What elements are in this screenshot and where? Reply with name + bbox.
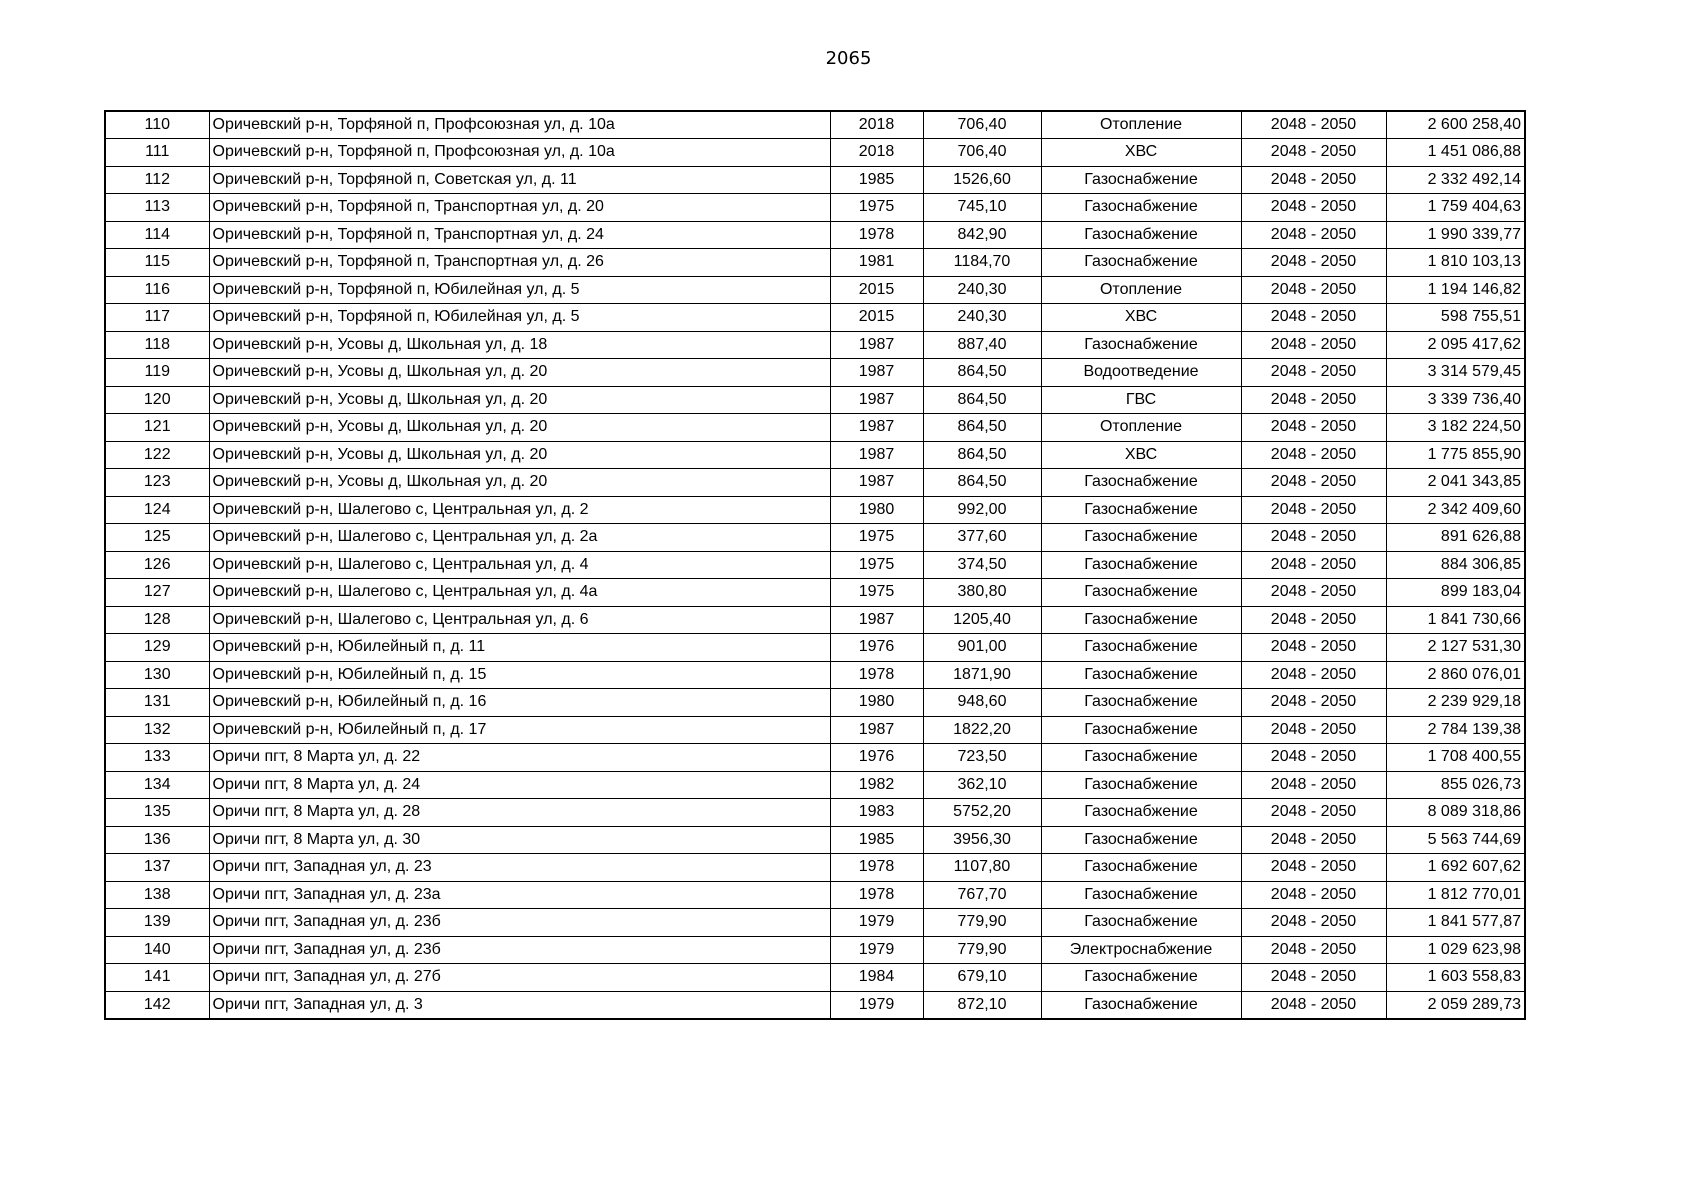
cost-cell: 1 451 086,88: [1386, 139, 1525, 167]
build-year-cell: 1987: [830, 414, 923, 442]
table-row: [105, 991, 1525, 1019]
service-type-cell: Газоснабжение: [1041, 881, 1241, 909]
table-row: [105, 359, 1525, 387]
table-row: [105, 524, 1525, 552]
repair-period-cell: 2048 - 2050: [1241, 551, 1386, 579]
address-cell: Оричевский р-н, Шалегово с, Центральная ул, д. 2: [209, 496, 830, 524]
row-number: 124: [105, 496, 209, 524]
repair-period-cell: 2048 - 2050: [1241, 194, 1386, 222]
row-number: 123: [105, 469, 209, 497]
address-cell: Оричи пгт, 8 Марта ул, д. 30: [209, 826, 830, 854]
address-cell: Оричевский р-н, Торфяной п, Советская ул, д. 11: [209, 166, 830, 194]
table-row: [105, 469, 1525, 497]
cost-cell: 1 194 146,82: [1386, 276, 1525, 304]
service-type-cell: Газоснабжение: [1041, 524, 1241, 552]
service-type-cell: Газоснабжение: [1041, 551, 1241, 579]
address-cell: Оричи пгт, Западная ул, д. 23а: [209, 881, 830, 909]
cost-cell: 1 029 623,98: [1386, 936, 1525, 964]
row-number: 138: [105, 881, 209, 909]
build-year-cell: 1978: [830, 881, 923, 909]
build-year-cell: 1975: [830, 579, 923, 607]
repair-period-cell: 2048 - 2050: [1241, 524, 1386, 552]
cost-cell: 1 812 770,01: [1386, 881, 1525, 909]
cost-cell: 891 626,88: [1386, 524, 1525, 552]
build-year-cell: 1983: [830, 799, 923, 827]
repair-period-cell: 2048 - 2050: [1241, 249, 1386, 277]
service-type-cell: Газоснабжение: [1041, 634, 1241, 662]
repair-period-cell: 2048 - 2050: [1241, 854, 1386, 882]
row-number: 129: [105, 634, 209, 662]
cost-cell: 3 182 224,50: [1386, 414, 1525, 442]
table-row: [105, 496, 1525, 524]
service-type-cell: Газоснабжение: [1041, 909, 1241, 937]
table-row: [105, 964, 1525, 992]
table-row: [105, 166, 1525, 194]
row-number: 121: [105, 414, 209, 442]
build-year-cell: 1987: [830, 359, 923, 387]
repair-schedule-table: [104, 110, 1526, 1020]
area-cell: 1205,40: [923, 606, 1041, 634]
row-number: 118: [105, 331, 209, 359]
table-row: [105, 276, 1525, 304]
repair-period-cell: 2048 - 2050: [1241, 991, 1386, 1019]
row-number: 110: [105, 111, 209, 139]
row-number: 131: [105, 689, 209, 717]
cost-cell: 3 314 579,45: [1386, 359, 1525, 387]
row-number: 132: [105, 716, 209, 744]
repair-period-cell: 2048 - 2050: [1241, 221, 1386, 249]
area-cell: 380,80: [923, 579, 1041, 607]
repair-period-cell: 2048 - 2050: [1241, 414, 1386, 442]
address-cell: Оричевский р-н, Усовы д, Школьная ул, д. 20: [209, 386, 830, 414]
service-type-cell: ГВС: [1041, 386, 1241, 414]
build-year-cell: 1978: [830, 661, 923, 689]
address-cell: Оричи пгт, Западная ул, д. 27б: [209, 964, 830, 992]
table-row: [105, 579, 1525, 607]
area-cell: 948,60: [923, 689, 1041, 717]
address-cell: Оричевский р-н, Юбилейный п, д. 17: [209, 716, 830, 744]
service-type-cell: Отопление: [1041, 276, 1241, 304]
repair-period-cell: 2048 - 2050: [1241, 496, 1386, 524]
service-type-cell: Газоснабжение: [1041, 166, 1241, 194]
service-type-cell: ХВС: [1041, 304, 1241, 332]
build-year-cell: 1982: [830, 771, 923, 799]
cost-cell: 1 692 607,62: [1386, 854, 1525, 882]
service-type-cell: Газоснабжение: [1041, 799, 1241, 827]
row-number: 115: [105, 249, 209, 277]
row-number: 135: [105, 799, 209, 827]
area-cell: 745,10: [923, 194, 1041, 222]
address-cell: Оричевский р-н, Юбилейный п, д. 16: [209, 689, 830, 717]
address-cell: Оричи пгт, Западная ул, д. 3: [209, 991, 830, 1019]
service-type-cell: Газоснабжение: [1041, 854, 1241, 882]
address-cell: Оричи пгт, Западная ул, д. 23б: [209, 936, 830, 964]
row-number: 111: [105, 139, 209, 167]
service-type-cell: Газоснабжение: [1041, 194, 1241, 222]
row-number: 139: [105, 909, 209, 937]
service-type-cell: Газоснабжение: [1041, 991, 1241, 1019]
area-cell: 842,90: [923, 221, 1041, 249]
row-number: 136: [105, 826, 209, 854]
service-type-cell: ХВС: [1041, 441, 1241, 469]
address-cell: Оричевский р-н, Торфяной п, Транспортная ул, д. 26: [209, 249, 830, 277]
repair-period-cell: 2048 - 2050: [1241, 936, 1386, 964]
repair-period-cell: 2048 - 2050: [1241, 771, 1386, 799]
row-number: 116: [105, 276, 209, 304]
area-cell: 1107,80: [923, 854, 1041, 882]
service-type-cell: Газоснабжение: [1041, 469, 1241, 497]
cost-cell: 2 127 531,30: [1386, 634, 1525, 662]
cost-cell: 1 841 577,87: [1386, 909, 1525, 937]
build-year-cell: 1975: [830, 194, 923, 222]
area-cell: 240,30: [923, 276, 1041, 304]
repair-period-cell: 2048 - 2050: [1241, 964, 1386, 992]
area-cell: 362,10: [923, 771, 1041, 799]
service-type-cell: Отопление: [1041, 414, 1241, 442]
row-number: 133: [105, 744, 209, 772]
build-year-cell: 1978: [830, 854, 923, 882]
service-type-cell: Электроснабжение: [1041, 936, 1241, 964]
service-type-cell: Газоснабжение: [1041, 221, 1241, 249]
repair-period-cell: 2048 - 2050: [1241, 441, 1386, 469]
cost-cell: 2 332 492,14: [1386, 166, 1525, 194]
repair-period-cell: 2048 - 2050: [1241, 661, 1386, 689]
address-cell: Оричевский р-н, Шалегово с, Центральная ул, д. 4: [209, 551, 830, 579]
service-type-cell: ХВС: [1041, 139, 1241, 167]
table-row: [105, 936, 1525, 964]
area-cell: 706,40: [923, 139, 1041, 167]
address-cell: Оричевский р-н, Юбилейный п, д. 15: [209, 661, 830, 689]
service-type-cell: Газоснабжение: [1041, 689, 1241, 717]
row-number: 127: [105, 579, 209, 607]
cost-cell: 598 755,51: [1386, 304, 1525, 332]
table-row: [105, 331, 1525, 359]
address-cell: Оричи пгт, 8 Марта ул, д. 24: [209, 771, 830, 799]
service-type-cell: Газоснабжение: [1041, 606, 1241, 634]
build-year-cell: 1976: [830, 744, 923, 772]
build-year-cell: 1984: [830, 964, 923, 992]
service-type-cell: Газоснабжение: [1041, 744, 1241, 772]
cost-cell: 1 990 339,77: [1386, 221, 1525, 249]
area-cell: 374,50: [923, 551, 1041, 579]
repair-period-cell: 2048 - 2050: [1241, 799, 1386, 827]
table-row: [105, 304, 1525, 332]
cost-cell: 884 306,85: [1386, 551, 1525, 579]
area-cell: 887,40: [923, 331, 1041, 359]
area-cell: 1184,70: [923, 249, 1041, 277]
address-cell: Оричевский р-н, Юбилейный п, д. 11: [209, 634, 830, 662]
area-cell: 767,70: [923, 881, 1041, 909]
area-cell: 1526,60: [923, 166, 1041, 194]
cost-cell: 1 759 404,63: [1386, 194, 1525, 222]
table-row: [105, 551, 1525, 579]
cost-cell: 2 860 076,01: [1386, 661, 1525, 689]
build-year-cell: 1987: [830, 331, 923, 359]
row-number: 128: [105, 606, 209, 634]
service-type-cell: Газоснабжение: [1041, 496, 1241, 524]
area-cell: 901,00: [923, 634, 1041, 662]
address-cell: Оричевский р-н, Шалегово с, Центральная ул, д. 4а: [209, 579, 830, 607]
cost-cell: 899 183,04: [1386, 579, 1525, 607]
row-number: 120: [105, 386, 209, 414]
build-year-cell: 1976: [830, 634, 923, 662]
address-cell: Оричевский р-н, Шалегово с, Центральная ул, д. 6: [209, 606, 830, 634]
cost-cell: 1 810 103,13: [1386, 249, 1525, 277]
build-year-cell: 1985: [830, 166, 923, 194]
page-number: 2065: [825, 48, 872, 69]
table-row: [105, 441, 1525, 469]
repair-period-cell: 2048 - 2050: [1241, 469, 1386, 497]
service-type-cell: Отопление: [1041, 111, 1241, 139]
area-cell: 706,40: [923, 111, 1041, 139]
area-cell: 723,50: [923, 744, 1041, 772]
service-type-cell: Газоснабжение: [1041, 331, 1241, 359]
build-year-cell: 2015: [830, 276, 923, 304]
row-number: 122: [105, 441, 209, 469]
service-type-cell: Газоснабжение: [1041, 661, 1241, 689]
address-cell: Оричевский р-н, Торфяной п, Профсоюзная ул, д. 10а: [209, 111, 830, 139]
table-row: [105, 799, 1525, 827]
repair-period-cell: 2048 - 2050: [1241, 689, 1386, 717]
row-number: 119: [105, 359, 209, 387]
table-row: [105, 634, 1525, 662]
table-row: [105, 661, 1525, 689]
repair-period-cell: 2048 - 2050: [1241, 304, 1386, 332]
table-row: [105, 771, 1525, 799]
area-cell: 1871,90: [923, 661, 1041, 689]
build-year-cell: 2018: [830, 111, 923, 139]
service-type-cell: Газоснабжение: [1041, 964, 1241, 992]
repair-period-cell: 2048 - 2050: [1241, 881, 1386, 909]
area-cell: 3956,30: [923, 826, 1041, 854]
build-year-cell: 1980: [830, 496, 923, 524]
build-year-cell: 1975: [830, 524, 923, 552]
build-year-cell: 1979: [830, 991, 923, 1019]
cost-cell: 1 841 730,66: [1386, 606, 1525, 634]
cost-cell: 2 041 343,85: [1386, 469, 1525, 497]
row-number: 141: [105, 964, 209, 992]
cost-cell: 5 563 744,69: [1386, 826, 1525, 854]
table-row: [105, 716, 1525, 744]
table-row: [105, 386, 1525, 414]
repair-period-cell: 2048 - 2050: [1241, 606, 1386, 634]
repair-period-cell: 2048 - 2050: [1241, 386, 1386, 414]
build-year-cell: 1987: [830, 386, 923, 414]
area-cell: 992,00: [923, 496, 1041, 524]
table-body: [105, 111, 1525, 1019]
row-number: 126: [105, 551, 209, 579]
row-number: 134: [105, 771, 209, 799]
cost-cell: 1 775 855,90: [1386, 441, 1525, 469]
area-cell: 864,50: [923, 441, 1041, 469]
area-cell: 872,10: [923, 991, 1041, 1019]
build-year-cell: 1987: [830, 716, 923, 744]
table-row: [105, 909, 1525, 937]
address-cell: Оричевский р-н, Шалегово с, Центральная ул, д. 2а: [209, 524, 830, 552]
row-number: 137: [105, 854, 209, 882]
service-type-cell: Газоснабжение: [1041, 716, 1241, 744]
cost-cell: 1 708 400,55: [1386, 744, 1525, 772]
table-row: [105, 826, 1525, 854]
area-cell: 864,50: [923, 386, 1041, 414]
table-row: [105, 111, 1525, 139]
cost-cell: 2 600 258,40: [1386, 111, 1525, 139]
build-year-cell: 1987: [830, 441, 923, 469]
row-number: 114: [105, 221, 209, 249]
cost-cell: 8 089 318,86: [1386, 799, 1525, 827]
row-number: 130: [105, 661, 209, 689]
cost-cell: 2 239 929,18: [1386, 689, 1525, 717]
address-cell: Оричевский р-н, Торфяной п, Профсоюзная ул, д. 10а: [209, 139, 830, 167]
repair-period-cell: 2048 - 2050: [1241, 111, 1386, 139]
repair-period-cell: 2048 - 2050: [1241, 579, 1386, 607]
area-cell: 377,60: [923, 524, 1041, 552]
address-cell: Оричевский р-н, Усовы д, Школьная ул, д. 20: [209, 414, 830, 442]
build-year-cell: 1979: [830, 936, 923, 964]
table-row: [105, 689, 1525, 717]
row-number: 125: [105, 524, 209, 552]
address-cell: Оричевский р-н, Торфяной п, Юбилейная ул, д. 5: [209, 304, 830, 332]
area-cell: 864,50: [923, 414, 1041, 442]
service-type-cell: Газоснабжение: [1041, 579, 1241, 607]
build-year-cell: 1980: [830, 689, 923, 717]
table-row: [105, 744, 1525, 772]
row-number: 112: [105, 166, 209, 194]
address-cell: Оричи пгт, 8 Марта ул, д. 28: [209, 799, 830, 827]
row-number: 140: [105, 936, 209, 964]
repair-period-cell: 2048 - 2050: [1241, 331, 1386, 359]
cost-cell: 2 342 409,60: [1386, 496, 1525, 524]
cost-cell: 2 784 139,38: [1386, 716, 1525, 744]
area-cell: 1822,20: [923, 716, 1041, 744]
repair-period-cell: 2048 - 2050: [1241, 634, 1386, 662]
cost-cell: 855 026,73: [1386, 771, 1525, 799]
table-row: [105, 606, 1525, 634]
address-cell: Оричевский р-н, Усовы д, Школьная ул, д. 20: [209, 469, 830, 497]
repair-period-cell: 2048 - 2050: [1241, 716, 1386, 744]
build-year-cell: 1987: [830, 606, 923, 634]
address-cell: Оричевский р-н, Усовы д, Школьная ул, д. 20: [209, 441, 830, 469]
row-number: 113: [105, 194, 209, 222]
cost-cell: 2 095 417,62: [1386, 331, 1525, 359]
service-type-cell: Водоотведение: [1041, 359, 1241, 387]
address-cell: Оричи пгт, Западная ул, д. 23б: [209, 909, 830, 937]
table-row: [105, 854, 1525, 882]
build-year-cell: 1975: [830, 551, 923, 579]
service-type-cell: Газоснабжение: [1041, 771, 1241, 799]
cost-cell: 3 339 736,40: [1386, 386, 1525, 414]
table-row: [105, 221, 1525, 249]
cost-cell: 1 603 558,83: [1386, 964, 1525, 992]
repair-period-cell: 2048 - 2050: [1241, 359, 1386, 387]
build-year-cell: 2015: [830, 304, 923, 332]
area-cell: 779,90: [923, 909, 1041, 937]
table-row: [105, 194, 1525, 222]
build-year-cell: 1981: [830, 249, 923, 277]
area-cell: 679,10: [923, 964, 1041, 992]
address-cell: Оричи пгт, Западная ул, д. 23: [209, 854, 830, 882]
area-cell: 779,90: [923, 936, 1041, 964]
table-row: [105, 414, 1525, 442]
area-cell: 5752,20: [923, 799, 1041, 827]
table-row: [105, 249, 1525, 277]
repair-period-cell: 2048 - 2050: [1241, 826, 1386, 854]
cost-cell: 2 059 289,73: [1386, 991, 1525, 1019]
area-cell: 240,30: [923, 304, 1041, 332]
address-cell: Оричевский р-н, Усовы д, Школьная ул, д. 18: [209, 331, 830, 359]
address-cell: Оричевский р-н, Усовы д, Школьная ул, д. 20: [209, 359, 830, 387]
row-number: 142: [105, 991, 209, 1019]
build-year-cell: 1987: [830, 469, 923, 497]
repair-period-cell: 2048 - 2050: [1241, 744, 1386, 772]
address-cell: Оричи пгт, 8 Марта ул, д. 22: [209, 744, 830, 772]
service-type-cell: Газоснабжение: [1041, 249, 1241, 277]
address-cell: Оричевский р-н, Торфяной п, Юбилейная ул, д. 5: [209, 276, 830, 304]
build-year-cell: 1978: [830, 221, 923, 249]
address-cell: Оричевский р-н, Торфяной п, Транспортная ул, д. 20: [209, 194, 830, 222]
area-cell: 864,50: [923, 359, 1041, 387]
repair-period-cell: 2048 - 2050: [1241, 276, 1386, 304]
table-row: [105, 139, 1525, 167]
service-type-cell: Газоснабжение: [1041, 826, 1241, 854]
address-cell: Оричевский р-н, Торфяной п, Транспортная ул, д. 24: [209, 221, 830, 249]
build-year-cell: 2018: [830, 139, 923, 167]
repair-period-cell: 2048 - 2050: [1241, 139, 1386, 167]
build-year-cell: 1985: [830, 826, 923, 854]
build-year-cell: 1979: [830, 909, 923, 937]
repair-period-cell: 2048 - 2050: [1241, 166, 1386, 194]
row-number: 117: [105, 304, 209, 332]
area-cell: 864,50: [923, 469, 1041, 497]
table-row: [105, 881, 1525, 909]
repair-period-cell: 2048 - 2050: [1241, 909, 1386, 937]
